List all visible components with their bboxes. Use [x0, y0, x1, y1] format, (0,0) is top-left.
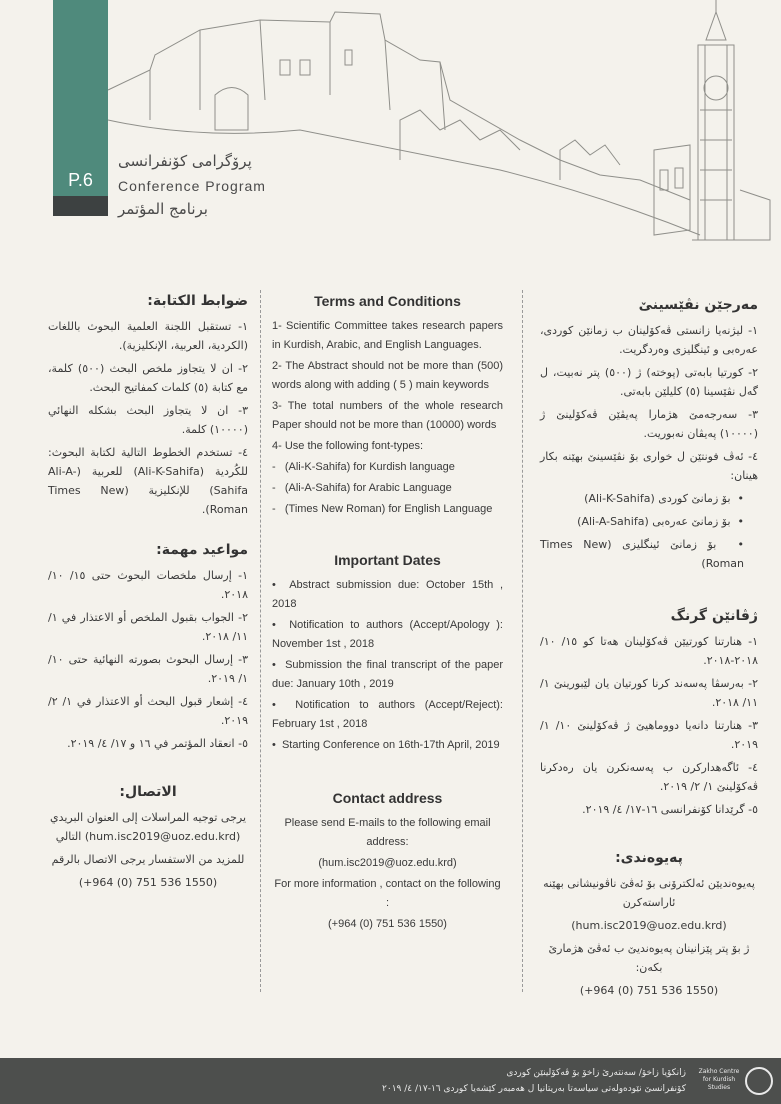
- page-number-badge: P.6: [68, 170, 93, 190]
- arabic-date-item: ٥- انعقاد المؤتمر في ١٦ و ١٧/ ٤/ ٢٠١٩.: [67, 737, 248, 750]
- title-arabic: برنامج المؤتمر: [118, 200, 208, 218]
- arabic-writing-item: ٤- تستخدم الخطوط التالية لكتابة البحوث: للكُردية (Ali-K-Sahifa) للعربية (Ali-A-Sahifa) للإنكليزية (Times New Roman).: [48, 446, 249, 516]
- kurdish-date-item: ٤- ئاگەهدارکرن ب پەسەنکرن یان رەدکرنا ڤەکۆلینێ ١/ ٢/ ٢٠١٩.: [540, 761, 758, 793]
- date-item: • Submission the final transcript of the paper due: January 10th , 2019: [272, 656, 503, 694]
- column-divider-right: [522, 290, 523, 992]
- arabic-contact-line: يرجى توجيه المراسلات إلى العنوان البريدي (hum.isc2019@uoz.edu.krd) التالي: [49, 811, 247, 843]
- arabic-contact-title: الاتصال:: [119, 784, 177, 800]
- arabic-date-item: ٣- إرسال البحوث بصورته النهائية حتى ١٠/ ١/ ٢٠١٩.: [48, 653, 248, 685]
- font-item: - (Ali-A-Sahifa) for Arabic Language: [272, 479, 503, 498]
- title-kurdish: پرۆگرامی کۆنفرانسی: [118, 152, 252, 170]
- arabic-date-item: ٤- إشعار قبول البحث أو الاعتذار في ١/ ٢/ ٢٠١٩.: [48, 695, 248, 727]
- arabic-dates-title: مواعيد مهمة:: [156, 542, 248, 558]
- header: [0, 0, 781, 265]
- kurdish-contact-line: پەیوەندیێن ئەلکترۆنی بۆ ئەڤێ ناڤونیشانی بهێنە ئاراستەکرن: [543, 877, 755, 909]
- kurdish-date-item: ١- هنارتنا کورتیێن ڤەکۆلینان هەتا کو ١٥/ ١٠/ ٢٠١٨-٢٠١٨.: [540, 635, 759, 667]
- terms-item: 3- The total numbers of the whole research Paper should not be more than (10000) words: [272, 400, 503, 431]
- contact-line: For more information , contact on the following :: [274, 878, 501, 909]
- arabic-writing-item: ٣- ان لا يتجاوز البحث بشكله النهائي (١٠٠٠٠) كلمة.: [48, 404, 248, 436]
- university-seal-icon: [745, 1067, 773, 1095]
- arabic-date-item: ١- إرسال ملخصات البحوث حتى ١٥/ ١٠/ ٢٠١٨.: [48, 569, 249, 601]
- kurdish-writing-title: مەرجێن نڤێسینێ: [638, 297, 758, 313]
- arabic-writing-item: ٢- ان لا يتجاوز ملخص البحث (٥٠٠) كلمة، مع كتابة (٥) كلمات كمفاتيح البحث.: [48, 362, 248, 394]
- kurdish-date-item: ٣- هنارتنا دانەیا دووماهیێ ژ ڤەکۆلینێ ١٠/ ١/ ٢٠١٩.: [540, 719, 758, 751]
- zakho-centre-logo: Zakho Centre for Kurdish Studies: [698, 1068, 740, 1091]
- font-item: - (Ali-K-Sahifa) for Kurdish language: [272, 458, 503, 477]
- kurdish-contact-email: (hum.isc2019@uoz.edu.krd): [571, 919, 727, 932]
- arabic-writing-title: ضوابط الكتابة:: [147, 293, 248, 309]
- kurdish-font-item: • بۆ زمانێ عەرەبی (Ali-A-Sahifa): [540, 512, 758, 531]
- contact-email: (hum.isc2019@uoz.edu.krd): [318, 857, 457, 869]
- header-dark-bar: [53, 196, 108, 216]
- title-english: Conference Program: [118, 178, 266, 194]
- kurdish-dates-title: ژڤانێن گرنگ: [670, 608, 758, 624]
- kurdish-contact-line: ژ بۆ پتر پێزانینان پەیوەندیێ ب ئەڤێ هژمارێ بکەن:: [548, 942, 750, 974]
- font-item: - (Times New Roman) for English Language: [272, 500, 503, 519]
- kurdish-writing-item: ٣- سەرجەمێ هژمارا پەیڤێن ڤەکۆلینێ ژ (١٠٠٠٠) پەیڤان نەبوریت.: [540, 408, 758, 440]
- arabic-contact-phone: (+964 (0) 751 536 1550): [78, 876, 218, 889]
- terms-item: 2- The Abstract should not be more than (500) words along with adding ( 5 ) main keywords: [272, 360, 503, 391]
- footer-university: زانکۆیا زاخۆ/ سەنتەرێ زاخۆ بۆ ڤەکۆلینێن کوردی: [506, 1068, 686, 1078]
- contact-address-title: Contact address: [332, 790, 443, 806]
- kurdish-column: [540, 290, 758, 1004]
- terms-title: Terms and Conditions: [314, 293, 461, 309]
- footer: [0, 1058, 781, 1104]
- kurdish-date-item: ٥- گرێدانا کۆنفرانسی ١٦-١٧/ ٤/ ٢٠١٩.: [582, 803, 758, 816]
- arabic-contact-line: للمزيد من الاستفسار يرجى الاتصال بالرقم: [51, 853, 245, 866]
- arabic-date-item: ٢- الجواب بقبول الملخص أو الاعتذار في ١/ ١١/ ٢٠١٨.: [48, 611, 248, 643]
- date-item: • Starting Conference on 16th-17th April, 2019: [272, 736, 503, 755]
- kurdish-font-item: • بۆ زمانێ ئینگلیزی (Times New Roman): [540, 535, 758, 573]
- contact-phone: (+964 (0) 751 536 1550): [328, 918, 447, 930]
- terms-item: 1- Scientific Committee takes research papers in Kurdish, Arabic, and English Languages.: [272, 320, 503, 351]
- footer-conference: کۆنفرانسێ نێودەولەتی سیاسەتا بەریتانیا ل هەمبەر کێشەیا کوردی ١٦-١٧/ ٤/ ٢٠١٩: [382, 1084, 686, 1094]
- terms-item: 4- Use the following font-types:: [272, 440, 424, 452]
- kurdish-font-item: • بۆ زمانێ کوردی (Ali-K-Sahifa): [540, 489, 758, 508]
- kurdish-contact-phone: (+964 (0) 751 536 1550): [579, 984, 719, 997]
- kurdish-writing-item: ٢- کورتیا بابەتی (پوختە) ژ (٥٠٠) پتر نەبیت، ل گەل نڤێسینا (٥) کلیلێن بابەتی.: [540, 366, 758, 398]
- castle-bigben-sketch: [0, 0, 781, 265]
- column-divider-left: [260, 290, 261, 992]
- arabic-writing-item: ١- تستقبل اللجنة العلمية البحوث باللغات (الكردية، العربية، الإنكليزية).: [48, 320, 248, 352]
- kurdish-date-item: ٢- بەرسڤا پەسەند کرنا کورتیان یان لێبورینێ ١/ ١١/ ٢٠١٨.: [540, 677, 758, 709]
- date-item: • Notification to authors (Accept/Apology ): November 1st , 2018: [272, 616, 503, 654]
- date-item: • Notification to authors (Accept/Reject): February 1st , 2018: [272, 696, 503, 734]
- kurdish-contact-title: پەیوەندی:: [615, 850, 683, 866]
- date-item: • Abstract submission due: October 15th , 2018: [272, 576, 503, 614]
- kurdish-writing-item: ٤- ئەڤ فونتێن ل خواری بۆ نڤێسینێ بهێنە بکار هینان:: [540, 450, 758, 482]
- important-dates-title: Important Dates: [334, 552, 441, 568]
- kurdish-writing-item: ١- لیژنەیا زانستی ڤەکۆلینان ب زمانێن کوردی، عەرەبی و ئینگلیزی وەردگریت.: [540, 324, 758, 356]
- contact-line: Please send E-mails to the following email address:: [284, 817, 491, 848]
- arabic-column: [48, 290, 248, 896]
- english-column: [272, 290, 503, 936]
